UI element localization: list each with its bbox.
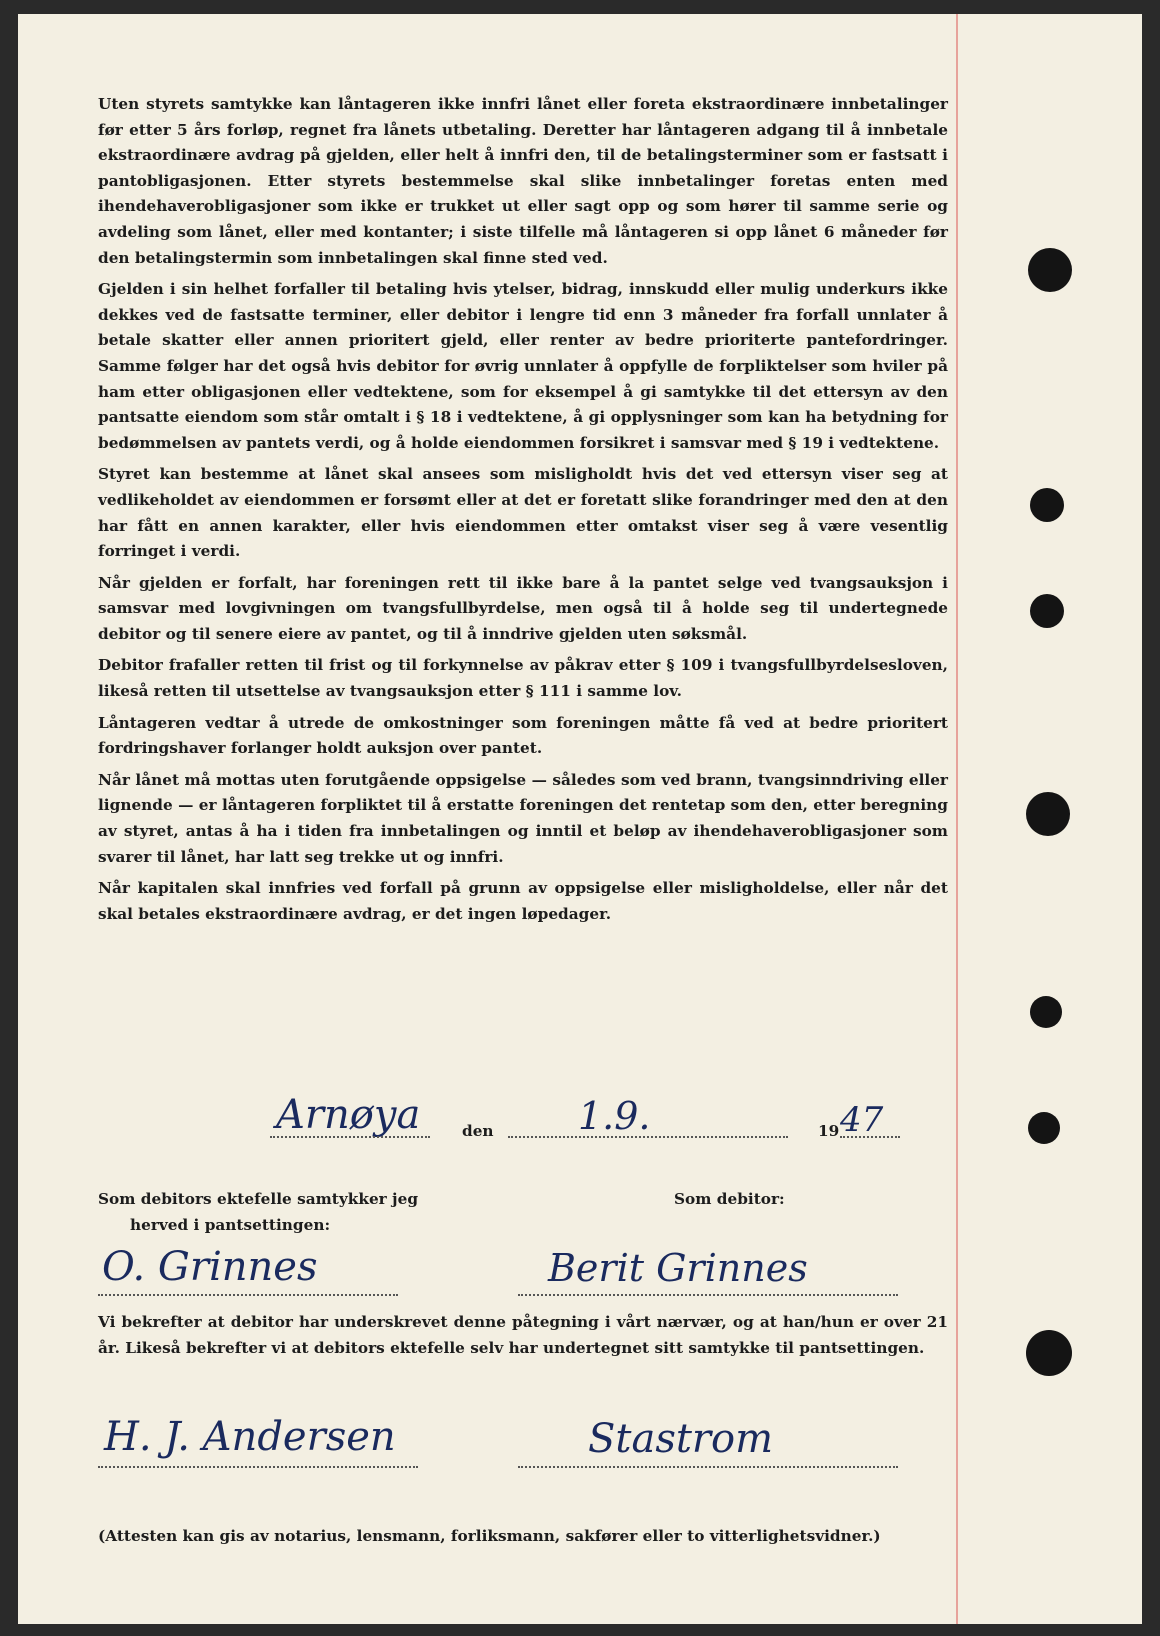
punch-hole bbox=[1030, 594, 1064, 628]
paragraph-costs: Låntageren vedtar å utrede de omkostninger som foreningen måtte få ved at bedre prioritert fordringshaver forlanger holdt auksjon over pantet. bbox=[98, 713, 948, 758]
date-dotted-line bbox=[508, 1136, 788, 1138]
witness-statement: Vi bekrefter at debitor har underskrevet denne påtegning i vårt nærvær, og at han/hun er over 21 år. Likeså bekrefter vi at debitors ektefelle selv har undertegnet sitt samtykke til pantsettingen. bbox=[98, 1313, 948, 1357]
debtor-signature: Berit Grinnes bbox=[548, 1246, 808, 1290]
punch-hole bbox=[1026, 792, 1070, 836]
attestation-footnote: (Attesten kan gis av notarius, lensmann, forliksmann, sakfører eller to vitterlighetsvidner.) bbox=[98, 1527, 881, 1545]
spouse-consent-line2: herved i pantsettingen: bbox=[130, 1216, 331, 1234]
punch-hole bbox=[1030, 488, 1064, 522]
paragraph-prepayment: Uten styrets samtykke kan låntageren ikke innfri lånet eller foreta ekstraordinære innbetalinger før etter 5 års forløp, regnet fra lånets utbetaling. Deretter har låntageren adgang til å innbetale ekstraordinære avdrag på gjelden, eller helt å innfri den, til de betalingsterminer som er fastsatt i pantobligasjonen. Etter styrets bestemmelse skal slike innbetalinger foretas enten med ihendehaverobligasjoner som ikke er trukket ut eller sagt opp og som hører til samme serie og avdeling som lånet, eller med kontanter; i siste tilfelle må låntageren si opp lånet 6 måneder før den betalingstermin som innbetalingen skal finne sted ved. bbox=[98, 95, 948, 267]
document-page bbox=[18, 14, 1142, 1624]
spouse-signature-line bbox=[98, 1294, 398, 1296]
spouse-signature: O. Grinnes bbox=[102, 1244, 318, 1290]
year-dotted-line bbox=[840, 1136, 900, 1138]
place-handwritten: Arnøya bbox=[276, 1092, 421, 1138]
paragraph-enforcement: Når gjelden er forfalt, har foreningen rett til ikke bare å la pantet selge ved tvangsauksjon i samsvar med lovgivningen om tvangsfullbyrdelse, men også til å holde seg til undertegnede debitor og til senere eiere av pantet, og til å inndrive gjelden uten søksmål. bbox=[98, 573, 948, 643]
margin-rule bbox=[956, 14, 958, 1624]
place-dotted-line bbox=[270, 1136, 430, 1138]
paragraph-default: Gjelden i sin helhet forfaller til betaling hvis ytelser, bidrag, innskudd eller mulig underkurs ikke dekkes ved de fastsatte terminer, eller debitor i lengre tid enn 3 måneder fra forfall unnlater å betale skatter eller annen prioritert gjeld, eller renter av bedre prioriterte pantefordringer. Samme følger har det også hvis debitor for øvrig unnlater å oppfylle de forpliktelser som hviler på ham etter obligasjonen eller vedtektene, som for eksempel å gi samtykke til det ettersyn av den pantsatte eiendom som står omtalt i § 18 i vedtektene, å gi opplysninger som kan ha betydning for bedømmelsen av pantets verdi, og å holde eiendommen forsikret i samsvar med § 19 i vedtektene. bbox=[98, 280, 948, 452]
spouse-consent-line1: Som debitors ektefelle samtykker jeg bbox=[98, 1190, 419, 1208]
den-label: den bbox=[462, 1122, 494, 1140]
punch-hole bbox=[1030, 996, 1062, 1028]
punch-hole bbox=[1026, 1330, 1072, 1376]
punch-hole bbox=[1028, 1112, 1060, 1144]
paragraph-grace-days: Når kapitalen skal innfries ved forfall på grunn av oppsigelse eller misligholdelse, eller når det skal betales ekstraordinære avdrag, er det ingen løpedager. bbox=[98, 879, 948, 923]
punch-hole bbox=[1028, 248, 1072, 292]
debtor-label: Som debitor: bbox=[674, 1190, 785, 1208]
date-handwritten: 1.9. bbox=[578, 1094, 651, 1138]
witness-1-signature: H. J. Andersen bbox=[104, 1414, 396, 1460]
paragraph-waiver: Debitor frafaller retten til frist og til forkynnelse av påkrav etter § 109 i tvangsfullbyrdelsesloven, likeså retten til utsettelse av tvangsauksjon etter § 111 i samme lov. bbox=[98, 656, 948, 701]
witness-2-line bbox=[518, 1466, 898, 1468]
witness-2-signature: Stastrom bbox=[588, 1416, 774, 1462]
witness-1-line bbox=[98, 1466, 418, 1468]
debtor-signature-line bbox=[518, 1294, 898, 1296]
paragraph-maintenance: Styret kan bestemme at lånet skal ansees som misligholdt hvis det ved ettersyn viser seg at vedlikeholdet av eiendommen er forsømt eller at det er foretatt slike forandringer med den at den har fått en annen karakter, eller hvis eiendommen etter omtakst viser seg å være vesentlig forringet i verdi. bbox=[98, 465, 948, 561]
year-prefix: 19 bbox=[818, 1122, 840, 1140]
year-handwritten: 47 bbox=[840, 1100, 884, 1140]
terms-text bbox=[98, 92, 948, 933]
paragraph-interest-loss: Når lånet må mottas uten forutgående oppsigelse — således som ved brann, tvangsinndriving eller lignende — er låntageren forpliktet til å erstatte foreningen det rentetap som den, etter beregning av styret, antas å ha i tiden fra innbetalingen og inntil et beløp av ihendehaverobligasjoner som svarer til lånet, har latt seg trekke ut og innfri. bbox=[98, 770, 948, 866]
